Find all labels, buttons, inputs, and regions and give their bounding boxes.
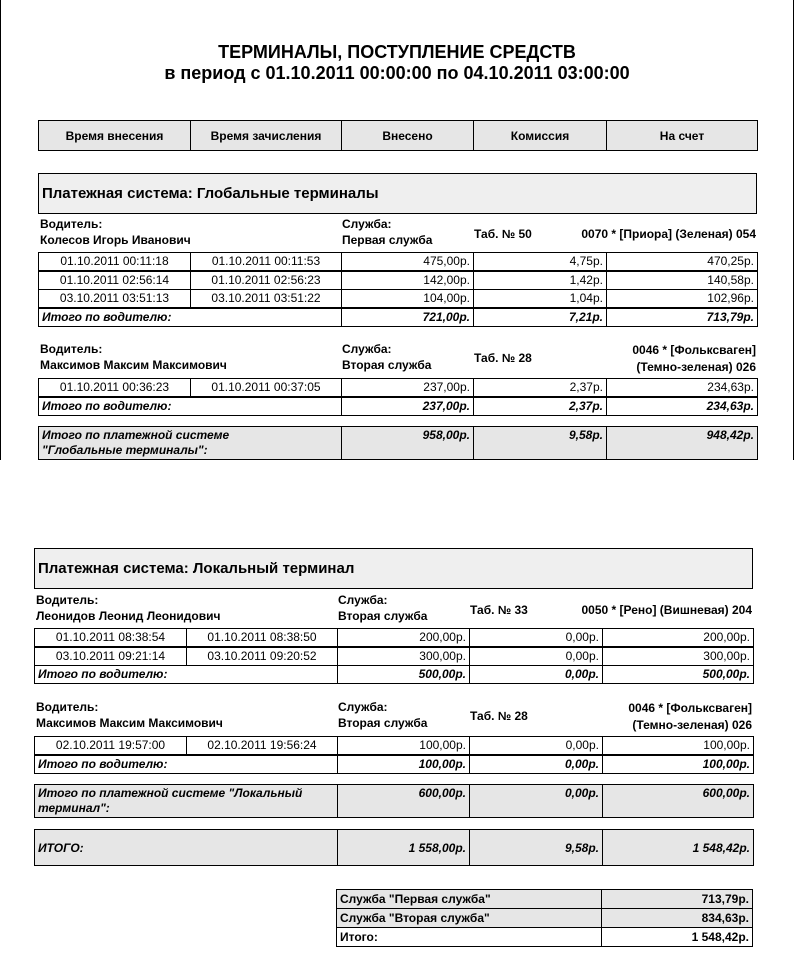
driver-total-value: 2,37р. (473, 397, 607, 416)
table-cell: 1,42р. (473, 271, 607, 290)
payment-system-total-value: 0,00р. (469, 784, 603, 818)
table-cell: 01.10.2011 00:37:05 (190, 378, 342, 397)
driver-name: Колесов Игорь Иванович (40, 233, 191, 247)
table-cell: 01.10.2011 08:38:50 (186, 628, 338, 647)
payment-system-total-value: 948,42р. (606, 426, 758, 460)
payment-system-total-label (34, 784, 338, 818)
report-title: ТЕРМИНАЛЫ, ПОСТУПЛЕНИЕ СРЕДСТВ (218, 42, 576, 62)
driver-total-label: Итого по водителю: (34, 755, 338, 774)
driver-total-value: 0,00р. (469, 755, 603, 774)
driver-name: Леонидов Леонид Леонидович (36, 609, 221, 623)
car-info-line2: (Темно-зеленая) 026 (632, 718, 752, 732)
table-cell: 470,25р. (606, 252, 758, 271)
tab-number: Таб. № 28 (470, 709, 528, 723)
driver-label: Водитель: (40, 342, 103, 356)
table-cell: 01.10.2011 08:38:54 (34, 628, 187, 647)
table-cell: 200,00р. (602, 628, 754, 647)
driver-total-label: Итого по водителю: (38, 397, 342, 416)
table-cell: 300,00р. (337, 647, 470, 666)
car-info: 0070 * [Приора] (Зеленая) 054 (581, 227, 756, 241)
summary-label: Итого: (336, 927, 602, 947)
table-cell: 100,00р. (337, 736, 470, 755)
driver-name: Максимов Максим Максимович (40, 358, 227, 372)
driver-total-value: 100,00р. (602, 755, 754, 774)
service-label: Служба: (342, 342, 392, 356)
summary-label: Служба "Вторая служба" (336, 908, 602, 928)
car-info: 0050 * [Рено] (Вишневая) 204 (581, 603, 752, 617)
payment-system-title: Платежная система: Глобальные терминалы (38, 173, 757, 214)
payment-system-total-label-line1: Итого по платежной системе (42, 428, 230, 442)
table-cell: 142,00р. (341, 271, 474, 290)
tab-number: Таб. № 33 (470, 603, 528, 617)
service-name: Вторая служба (338, 609, 428, 623)
table-cell: 300,00р. (602, 647, 754, 666)
table-cell: 01.10.2011 02:56:23 (190, 271, 342, 290)
driver-total-value: 0,00р. (469, 665, 603, 684)
summary-value: 834,63р. (601, 908, 753, 928)
driver-total-value: 713,79р. (606, 308, 758, 327)
driver-total-label: Итого по водителю: (34, 665, 338, 684)
driver-total-value: 100,00р. (337, 755, 470, 774)
column-header-4: На счет (606, 120, 758, 151)
report-period: в период с 01.10.2011 00:00:00 по 04.10.2011 03:00:00 (164, 63, 630, 83)
table-cell: 237,00р. (341, 378, 474, 397)
grand-total-value: 1 558,00р. (337, 829, 470, 866)
table-cell: 01.10.2011 00:11:18 (38, 252, 191, 271)
column-header-3: Комиссия (473, 120, 607, 151)
table-cell: 100,00р. (602, 736, 754, 755)
table-cell: 02.10.2011 19:56:24 (186, 736, 338, 755)
car-info: 0046 * [Фольксваген] (632, 343, 756, 357)
table-cell: 1,04р. (473, 289, 607, 308)
table-cell: 01.10.2011 00:36:23 (38, 378, 191, 397)
table-cell: 0,00р. (469, 647, 603, 666)
driver-label: Водитель: (40, 217, 103, 231)
car-info-line2: (Темно-зеленая) 026 (636, 360, 756, 374)
service-label: Служба: (338, 700, 388, 714)
column-header-2: Внесено (341, 120, 474, 151)
table-cell: 102,96р. (606, 289, 758, 308)
table-cell: 02.10.2011 19:57:00 (34, 736, 187, 755)
payment-system-total-label-line1: Итого по платежной системе "Локальный (38, 786, 303, 800)
column-header-0: Время внесения (38, 120, 191, 151)
driver-name: Максимов Максим Максимович (36, 716, 223, 730)
driver-total-value: 237,00р. (341, 397, 474, 416)
payment-system-title: Платежная система: Локальный терминал (34, 548, 753, 589)
table-cell: 234,63р. (606, 378, 758, 397)
table-cell: 01.10.2011 02:56:14 (38, 271, 191, 290)
grand-total-label: ИТОГО: (34, 829, 338, 866)
service-label: Служба: (338, 593, 388, 607)
table-cell: 2,37р. (473, 378, 607, 397)
service-name: Вторая служба (342, 358, 432, 372)
driver-total-label: Итого по водителю: (38, 308, 342, 327)
table-cell: 03.10.2011 09:20:52 (186, 647, 338, 666)
table-cell: 01.10.2011 00:11:53 (190, 252, 342, 271)
service-name: Первая служба (342, 233, 433, 247)
driver-total-value: 721,00р. (341, 308, 474, 327)
summary-value: 713,79р. (601, 889, 753, 909)
driver-total-value: 234,63р. (606, 397, 758, 416)
table-cell: 104,00р. (341, 289, 474, 308)
table-cell: 140,58р. (606, 271, 758, 290)
tab-number: Таб. № 28 (474, 351, 532, 365)
table-cell: 03.10.2011 03:51:13 (38, 289, 191, 308)
payment-system-total-value: 9,58р. (473, 426, 607, 460)
column-header-1: Время зачисления (190, 120, 342, 151)
payment-system-total-value: 958,00р. (341, 426, 474, 460)
service-name: Вторая служба (338, 716, 428, 730)
payment-system-total-label-line2: "Глобальные терминалы": (42, 443, 208, 457)
payment-system-total-label (38, 426, 342, 460)
table-cell: 200,00р. (337, 628, 470, 647)
driver-total-value: 500,00р. (337, 665, 470, 684)
driver-label: Водитель: (36, 593, 99, 607)
tab-number: Таб. № 50 (474, 227, 532, 241)
table-cell: 03.10.2011 03:51:22 (190, 289, 342, 308)
table-cell: 03.10.2011 09:21:14 (34, 647, 187, 666)
summary-label: Служба "Первая служба" (336, 889, 602, 909)
summary-value: 1 548,42р. (601, 927, 753, 947)
driver-total-value: 500,00р. (602, 665, 754, 684)
table-cell: 0,00р. (469, 628, 603, 647)
service-label: Служба: (342, 217, 392, 231)
driver-label: Водитель: (36, 700, 99, 714)
driver-total-value: 7,21р. (473, 308, 607, 327)
table-cell: 475,00р. (341, 252, 474, 271)
table-cell: 0,00р. (469, 736, 603, 755)
payment-system-total-label-line2: терминал": (38, 801, 110, 815)
car-info: 0046 * [Фольксваген] (628, 701, 752, 715)
payment-system-total-value: 600,00р. (602, 784, 754, 818)
table-cell: 4,75р. (473, 252, 607, 271)
payment-system-total-value: 600,00р. (337, 784, 470, 818)
grand-total-value: 1 548,42р. (602, 829, 754, 866)
grand-total-value: 9,58р. (469, 829, 603, 866)
